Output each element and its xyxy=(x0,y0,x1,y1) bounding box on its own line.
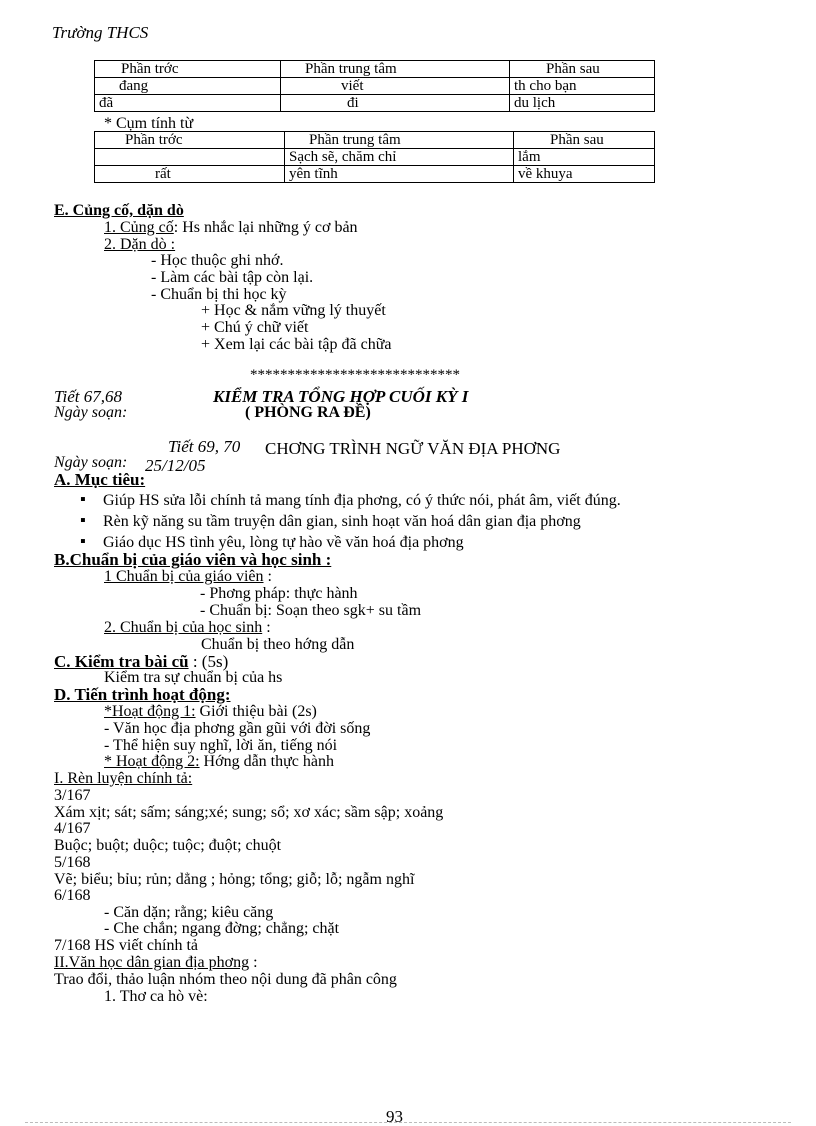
exercise-line: 5/168 xyxy=(54,854,91,871)
section-d-title: D. Tiến trình hoạt động: xyxy=(54,685,231,704)
table-cell: về khuya xyxy=(514,166,655,183)
table-cell: yên tĩnh xyxy=(285,166,514,183)
exercise-line: 7/168 HS viết chính tả xyxy=(54,937,198,954)
homework-subitem: + Xem lại các bài tập đã chữa xyxy=(201,336,392,353)
teacher-prep-item: - Chuẩn bị: Soạn theo sgk+ su tầm xyxy=(200,602,422,619)
part-i-title: I. Rèn luyện chính tả: xyxy=(54,770,193,787)
table-row xyxy=(95,166,655,183)
activity-item: - Văn học địa phơng gần gũi với đời sống xyxy=(104,720,371,737)
table-header-cell: Phần sau xyxy=(510,61,655,78)
teacher-prep-colon: : xyxy=(263,568,272,585)
part-ii-title: II.Văn học dân gian địa phơng xyxy=(54,954,250,971)
table-cell: đã xyxy=(95,95,281,112)
adjective-phrase-label: * Cụm tính từ xyxy=(104,115,194,132)
table-row xyxy=(95,95,655,112)
prep-date-label: Ngày soạn: xyxy=(54,454,128,471)
phrase-table-2 xyxy=(94,131,655,183)
teacher-prep-label: 1 Chuẩn bị của giáo viên xyxy=(104,568,264,585)
prep-date-value: 25/12/05 xyxy=(145,456,206,475)
lesson-number: Tiết 67,68 xyxy=(54,387,123,406)
homework-item: - Học thuộc ghi nhớ. xyxy=(151,252,284,269)
exercise-line: 4/167 xyxy=(54,820,91,837)
bullet-icon: ▪ xyxy=(80,491,86,508)
exercise-line: Vẽ; biểu; bỉu; rủn; dẳng ; hỏng; tổng; giỗ; lỗ; ngẫm nghĩ xyxy=(54,871,415,888)
section-c-text: Kiểm tra sự chuẩn bị của hs xyxy=(104,669,283,686)
lesson-subtitle: ( PHÒNG RA ĐỀ) xyxy=(245,404,371,421)
school-header: Trường THCS xyxy=(52,23,149,42)
activity-2-text: Hớng dẫn thực hành xyxy=(199,753,334,770)
lesson-number: Tiết 69, 70 xyxy=(168,437,241,456)
table-header-cell: Phần trớc xyxy=(95,132,285,149)
consolidation-label: 1. Củng cố xyxy=(104,219,174,236)
exercise-line: - Che chắn; ngang đờng; chẳng; chặt xyxy=(104,920,340,937)
homework-subitem: + Chú ý chữ viết xyxy=(201,319,309,336)
lesson-title: CHƠNG TRÌNH NGỮ VĂN ĐỊA PHƠNG xyxy=(265,439,561,458)
table-cell: lắm xyxy=(514,149,655,166)
consolidation-text: : Hs nhắc lại những ý cơ bản xyxy=(173,219,358,236)
activity-1-label: *Hoạt động 1: xyxy=(104,703,196,720)
table-header-cell: Phần sau xyxy=(514,132,655,149)
part-ii-text: Trao đổi, thảo luận nhóm theo nội dung đã phân công xyxy=(54,971,397,988)
exercise-line: - Căn dặn; rằng; kiêu căng xyxy=(104,904,274,921)
homework-item: - Làm các bài tập còn lại. xyxy=(151,269,314,286)
part-ii-colon: : xyxy=(249,954,258,971)
student-prep-line xyxy=(104,620,271,636)
table-cell: du lịch xyxy=(510,95,655,112)
prep-date-label: Ngày soạn: xyxy=(54,404,128,421)
table-cell: đang xyxy=(95,78,281,95)
consolidation-line xyxy=(104,220,358,236)
section-c-title: C. Kiểm tra bài cũ xyxy=(54,652,189,671)
activity-2-line xyxy=(104,754,334,770)
teacher-prep-item: - Phơng pháp: thực hành xyxy=(200,585,358,602)
table-row xyxy=(95,149,655,166)
homework-subitem: + Học & nắm vững lý thuyết xyxy=(201,302,386,319)
section-e-title: E. Củng cố, dặn dò xyxy=(54,202,184,219)
table-header-cell: Phần trung tâm xyxy=(281,61,510,78)
part-ii-item: 1. Thơ ca hò vè: xyxy=(104,988,208,1005)
table-cell: th cho bạn xyxy=(510,78,655,95)
teacher-prep-line xyxy=(104,569,272,585)
table-header-cell: Phần trung tâm xyxy=(285,132,514,149)
exercise-line: 3/167 xyxy=(54,787,91,804)
objective-item: Rèn kỹ năng su tầm truyện dân gian, sinh hoạt văn hoá dân gian địa phơng xyxy=(103,513,581,530)
table-cell: đi xyxy=(281,95,510,112)
section-a-title: A. Mục tiêu: xyxy=(54,470,146,489)
phrase-table-1 xyxy=(94,60,655,112)
table-row xyxy=(95,78,655,95)
table-cell: rất xyxy=(95,166,285,183)
student-prep-text: Chuẩn bị theo hớng dẫn xyxy=(201,636,355,653)
homework-item: - Chuẩn bị thi học kỳ xyxy=(151,286,287,303)
homework-label: 2. Dặn dò : xyxy=(104,236,176,253)
lesson-title: KIỂM TRA TỔNG HỢP CUỐI KỲ I xyxy=(213,387,469,406)
section-c-line xyxy=(54,653,228,670)
table-cell: Sạch sẽ, chăm chỉ xyxy=(285,149,514,166)
table-header-row xyxy=(95,61,655,78)
exercise-line: Xám xịt; sát; sấm; sáng;xé; sung; sổ; xơ xác; sầm sập; xoảng xyxy=(54,804,444,821)
student-prep-colon: : xyxy=(262,619,271,636)
exercise-line: Buộc; buột; duộc; tuộc; đuột; chuột xyxy=(54,837,282,854)
star-divider: **************************** xyxy=(250,367,460,383)
page-number: 93 xyxy=(386,1107,403,1126)
objective-item: Giáo dục HS tình yêu, lòng tự hào về văn hoá địa phơng xyxy=(103,534,464,551)
activity-item: - Thể hiện suy nghĩ, lời ăn, tiếng nói xyxy=(104,737,338,754)
bullet-icon: ▪ xyxy=(80,512,86,529)
activity-1-line xyxy=(104,704,317,720)
section-b-title: B.Chuẩn bị của giáo viên và học sinh : xyxy=(54,550,332,569)
section-c-time: : (5s) xyxy=(188,652,229,671)
objective-item: Giúp HS sửa lỗi chính tả mang tính địa phơng, có ý thức nói, phát âm, viết đúng. xyxy=(103,492,621,509)
bullet-icon: ▪ xyxy=(80,533,86,550)
activity-1-text: Giới thiệu bài (2s) xyxy=(195,703,317,720)
table-header-row xyxy=(95,132,655,149)
table-header-cell: Phần trớc xyxy=(95,61,281,78)
table-cell xyxy=(95,149,285,166)
student-prep-label: 2. Chuẩn bị của học sinh xyxy=(104,619,263,636)
part-ii-line xyxy=(54,955,258,971)
activity-2-label: * Hoạt động 2: xyxy=(104,753,200,770)
exercise-line: 6/168 xyxy=(54,887,91,904)
table-cell: viết xyxy=(281,78,510,95)
